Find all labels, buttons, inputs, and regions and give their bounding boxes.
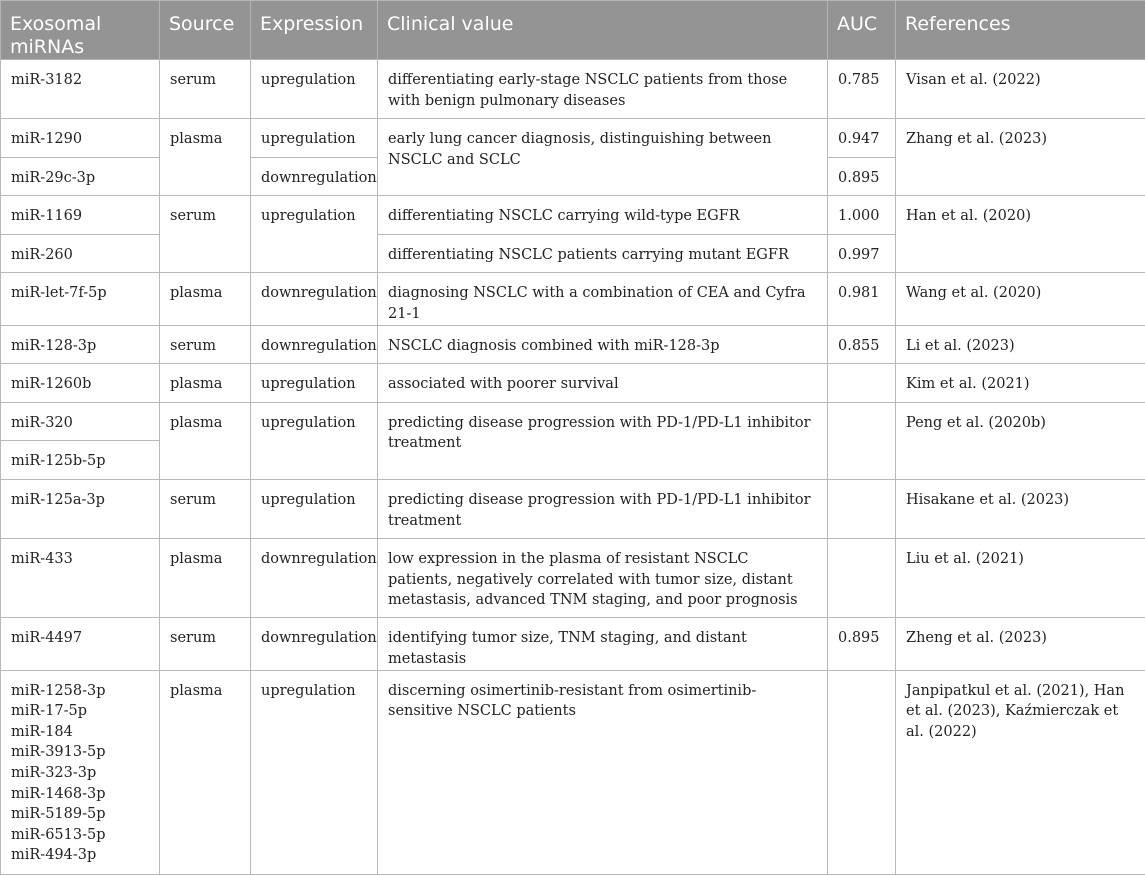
clinical-cell: differentiating NSCLC carrying wild-type EGFR	[378, 196, 828, 235]
expression-cell: upregulation	[251, 60, 378, 119]
table-row	[1, 364, 1145, 403]
mirna-item: miR-1258-3p	[11, 681, 149, 702]
table-row	[1, 670, 1145, 874]
expression-cell: upregulation	[251, 364, 378, 403]
auc-cell: 0.947	[828, 119, 896, 158]
header-clinical-value: Clinical value	[378, 1, 828, 60]
references-cell: Zhang et al. (2023)	[896, 119, 1145, 196]
expression-cell: downregulation	[251, 618, 378, 670]
clinical-cell: differentiating NSCLC patients carrying mutant EGFR	[378, 234, 828, 273]
source-cell: serum	[160, 60, 251, 119]
source-cell: plasma	[160, 119, 251, 196]
auc-cell: 0.895	[828, 618, 896, 670]
header-row	[1, 1, 1145, 60]
expression-cell: upregulation	[251, 402, 378, 479]
mirna-item: miR-5189-5p	[11, 804, 149, 825]
expression-cell: upregulation	[251, 196, 378, 273]
auc-cell	[828, 364, 896, 403]
mirna-cell: miR-let-7f-5p	[1, 273, 160, 325]
auc-cell: 0.895	[828, 157, 896, 196]
references-cell: Janpipatkul et al. (2021), Han et al. (2023), Kaźmierczak et al. (2022)	[896, 670, 1145, 874]
references-cell: Peng et al. (2020b)	[896, 402, 1145, 479]
clinical-cell: identifying tumor size, TNM staging, and distant metastasis	[378, 618, 828, 670]
clinical-cell: associated with poorer survival	[378, 364, 828, 403]
clinical-cell: diagnosing NSCLC with a combination of CEA and Cyfra 21-1	[378, 273, 828, 325]
source-cell: serum	[160, 196, 251, 273]
mirna-cell: miR-260	[1, 234, 160, 273]
mirna-item: miR-6513-5p	[11, 825, 149, 846]
mirna-cell: miR-125a-3p	[1, 479, 160, 538]
mirna-item: miR-184	[11, 722, 149, 743]
source-cell: serum	[160, 325, 251, 364]
mirna-item: miR-3913-5p	[11, 742, 149, 763]
table-row	[1, 119, 1145, 158]
clinical-cell: early lung cancer diagnosis, distinguishing between NSCLC and SCLC	[378, 119, 828, 196]
expression-cell: upregulation	[251, 479, 378, 538]
expression-cell: downregulation	[251, 325, 378, 364]
header-references: References	[896, 1, 1145, 60]
mirna-cell: miR-125b-5p	[1, 441, 160, 480]
table-row	[1, 60, 1145, 119]
table-row	[1, 196, 1145, 235]
mirna-cell: miR-320	[1, 402, 160, 441]
mirna-cell: miR-1260b	[1, 364, 160, 403]
table-row	[1, 325, 1145, 364]
clinical-cell: low expression in the plasma of resistant NSCLC patients, negatively correlated with tumor size, distant metastasis, advanced TNM staging, and poor prognosis	[378, 538, 828, 618]
mirna-item: miR-1468-3p	[11, 784, 149, 805]
auc-cell: 0.785	[828, 60, 896, 119]
auc-cell	[828, 479, 896, 538]
clinical-cell: differentiating early-stage NSCLC patients from those with benign pulmonary diseases	[378, 60, 828, 119]
mirna-cell: miR-1169	[1, 196, 160, 235]
header-mirnas: Exosomal miRNAs	[1, 1, 160, 60]
references-cell: Kim et al. (2021)	[896, 364, 1145, 403]
auc-cell: 0.997	[828, 234, 896, 273]
source-cell: plasma	[160, 670, 251, 874]
header-auc: AUC	[828, 1, 896, 60]
references-cell: Liu et al. (2021)	[896, 538, 1145, 618]
auc-cell: 0.855	[828, 325, 896, 364]
expression-cell: downregulation	[251, 273, 378, 325]
source-cell: serum	[160, 479, 251, 538]
mirna-list-cell	[1, 670, 160, 874]
mirna-cell: miR-4497	[1, 618, 160, 670]
mirna-cell: miR-433	[1, 538, 160, 618]
auc-cell	[828, 538, 896, 618]
mirna-cell: miR-128-3p	[1, 325, 160, 364]
expression-cell: downregulation	[251, 538, 378, 618]
table-row	[1, 273, 1145, 325]
mirna-item: miR-323-3p	[11, 763, 149, 784]
references-cell: Hisakane et al. (2023)	[896, 479, 1145, 538]
table-row	[1, 402, 1145, 441]
header-expression: Expression	[251, 1, 378, 60]
clinical-cell: NSCLC diagnosis combined with miR-128-3p	[378, 325, 828, 364]
table-row	[1, 479, 1145, 538]
references-cell: Wang et al. (2020)	[896, 273, 1145, 325]
source-cell: plasma	[160, 273, 251, 325]
source-cell: plasma	[160, 364, 251, 403]
source-cell: serum	[160, 618, 251, 670]
mirna-item: miR-494-3p	[11, 845, 149, 866]
clinical-cell: predicting disease progression with PD-1/PD-L1 inhibitor treatment	[378, 402, 828, 479]
mirna-item: miR-17-5p	[11, 701, 149, 722]
mirna-cell: miR-29c-3p	[1, 157, 160, 196]
source-cell: plasma	[160, 402, 251, 479]
table-row	[1, 538, 1145, 618]
auc-cell: 0.981	[828, 273, 896, 325]
table-row	[1, 618, 1145, 670]
auc-cell: 1.000	[828, 196, 896, 235]
references-cell: Li et al. (2023)	[896, 325, 1145, 364]
expression-cell: downregulation	[251, 157, 378, 196]
mirna-cell: miR-3182	[1, 60, 160, 119]
clinical-cell: predicting disease progression with PD-1/PD-L1 inhibitor treatment	[378, 479, 828, 538]
expression-cell: upregulation	[251, 670, 378, 874]
references-cell: Zheng et al. (2023)	[896, 618, 1145, 670]
source-cell: plasma	[160, 538, 251, 618]
references-cell: Han et al. (2020)	[896, 196, 1145, 273]
clinical-cell: discerning osimertinib-resistant from osimertinib-sensitive NSCLC patients	[378, 670, 828, 874]
auc-cell	[828, 670, 896, 874]
header-source: Source	[160, 1, 251, 60]
auc-cell	[828, 402, 896, 479]
expression-cell: upregulation	[251, 119, 378, 158]
references-cell: Visan et al. (2022)	[896, 60, 1145, 119]
mirna-cell: miR-1290	[1, 119, 160, 158]
